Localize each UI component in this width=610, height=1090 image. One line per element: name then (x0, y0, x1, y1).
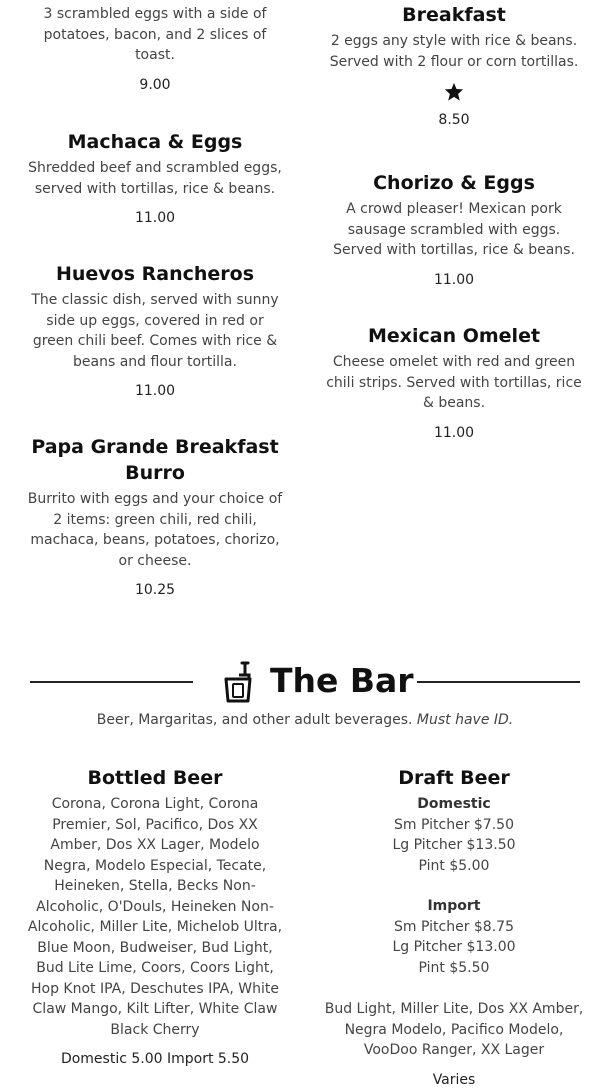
menu-item-description: Shredded beef and scrambled eggs, served with tortillas, rice & beans. (28, 160, 282, 197)
menu-item-price: Domestic 5.00 Import 5.50 (60, 1051, 250, 1067)
menu-item-title: Breakfast (402, 4, 506, 26)
draft-price-line: Sm Pitcher $7.50 (394, 816, 514, 833)
wine-bucket-icon (223, 661, 253, 703)
menu-item-description: 3 scrambled eggs with a side of potatoes, bacon, and 2 slices of toast. (43, 6, 267, 63)
bar-subtitle-note: Must have ID. (416, 712, 514, 728)
bottled-beer-item (25, 765, 285, 1069)
menu-item-price: 10.25 (134, 582, 176, 598)
bar-section-header (30, 656, 580, 706)
star-icon (444, 82, 464, 101)
menu-item-description: Corona, Corona Light, Corona Premier, Sol, Pacifico, Dos XX Amber, Dos XX Lager, Modelo Negra, Modelo Especial, Tecate, Heineken, Stella, Becks Non-Alcoholic, O'Douls, Heineken Non-Alcoholic, Miller Lite, Michelob Ultra, Blue Moon, Budweiser, Bud Light, Bud Lite Lime, Coors, Coors Light, Hop Knot IPA, Deschutes IPA, White Claw Mango, Kilt Lifter, White Claw Black Cherry (27, 796, 283, 1038)
menu-item-description: Bud Light, Miller Lite, Dos XX Amber, Negra Modelo, Pacifico Modelo, VooDoo Ranger, XX Lager (324, 1001, 584, 1058)
menu-item-price: Varies (432, 1071, 476, 1088)
menu-item (25, 129, 285, 228)
menu-item-title: Huevos Rancheros (55, 263, 255, 285)
menu-item-price: 11.00 (134, 210, 176, 226)
divider-right (417, 681, 580, 683)
divider-left (30, 681, 193, 683)
menu-item-price: 9.00 (139, 76, 171, 93)
bar-subtitle-text: Beer, Margaritas, and other adult beverages. (96, 712, 413, 728)
menu-item-title: Papa Grande Breakfast Burro (31, 436, 279, 484)
menu-item (25, 4, 285, 95)
menu-item-description: The classic dish, served with sunny side up eggs, covered in red or green chili beef. Comes with rice & beans and flour tortilla. (31, 292, 279, 370)
menu-item-price: 11.00 (433, 271, 475, 288)
menu-item-description: Cheese omelet with red and green chili strips. Served with tortillas, rice & beans. (326, 354, 582, 411)
menu-item-description: 2 eggs any style with rice & beans. Served with 2 flour or corn tortillas. (329, 33, 579, 70)
menu-item (25, 261, 285, 401)
menu-item (25, 434, 285, 600)
menu-item-title: Machaca & Eggs (67, 131, 243, 153)
menu-item-title: Draft Beer (398, 767, 510, 789)
draft-price-line: Pint $5.50 (418, 959, 490, 976)
bar-title: The Bar (270, 661, 414, 700)
bar-subtitle (0, 712, 610, 728)
draft-price-line: Lg Pitcher $13.00 (392, 939, 516, 955)
menu-item (324, 323, 584, 443)
draft-import-label: Import (427, 898, 481, 914)
menu-item-title: Chorizo & Eggs (373, 172, 535, 194)
menu-item (324, 2, 584, 130)
menu-item-title: Mexican Omelet (367, 325, 541, 347)
menu-item (324, 170, 584, 290)
menu-item-price: 11.00 (433, 424, 475, 441)
draft-price-line: Sm Pitcher $8.75 (394, 918, 514, 935)
draft-domestic-label: Domestic (417, 796, 491, 812)
draft-domestic-list (324, 794, 584, 876)
menu-item-description: Burrito with eggs and your choice of 2 items: green chili, red chili, machaca, beans, potatoes, chorizo, or cheese. (27, 491, 283, 569)
draft-price-line: Pint $5.00 (418, 857, 490, 874)
draft-import-list (324, 896, 584, 978)
draft-beer-item (324, 765, 584, 1090)
menu-item-price: 11.00 (134, 383, 176, 399)
menu-item-price: 8.50 (438, 112, 470, 128)
draft-price-line: Lg Pitcher $13.50 (392, 837, 516, 853)
menu-item-description: A crowd pleaser! Mexican pork sausage scrambled with eggs. Served with tortillas, rice & beans. (333, 201, 575, 258)
menu-item-title: Bottled Beer (87, 767, 223, 789)
